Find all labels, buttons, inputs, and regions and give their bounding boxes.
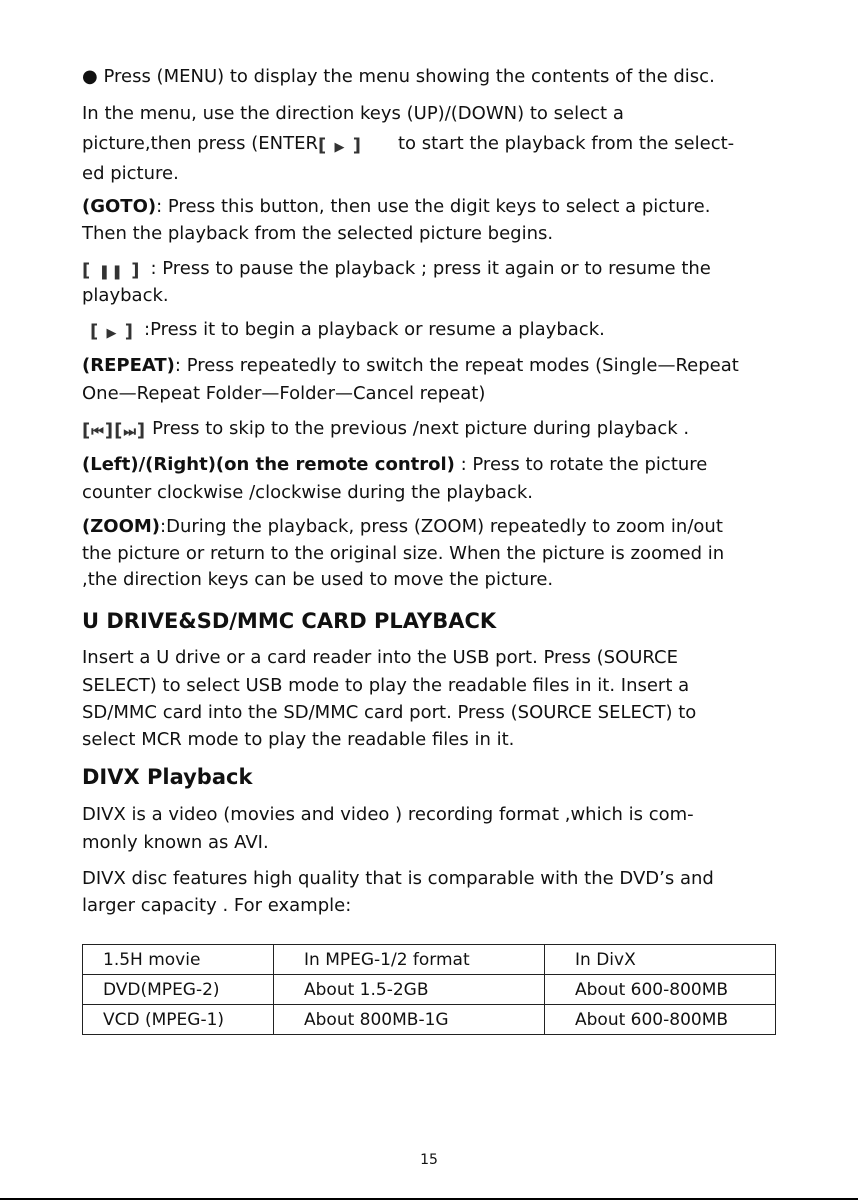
- repeat-line-2: One—Repeat Folder—Folder—Cancel repeat): [82, 383, 486, 404]
- table-cell: 1.5H movie: [83, 945, 274, 975]
- table-cell: About 1.5-2GB: [274, 975, 545, 1005]
- repeat-label: (REPEAT): [82, 355, 175, 376]
- udrive-line-1: Insert a U drive or a card reader into the USB port. Press (SOURCE: [82, 647, 678, 668]
- divx-p1-line-1: DIVX is a video (movies and video ) recording format ,which is com-: [82, 804, 694, 825]
- goto-line-2: Then the playback from the selected picture begins.: [82, 223, 554, 244]
- udrive-heading: U DRIVE&SD/MMC CARD PLAYBACK: [82, 609, 497, 633]
- pause-line-2: playback.: [82, 285, 169, 306]
- previous-track-icon: [⏮]: [82, 420, 115, 441]
- udrive-line-3: SD/MMC card into the SD/MMC card port. Press (SOURCE SELECT) to: [82, 702, 697, 723]
- zoom-line-1: (ZOOM):During the playback, press (ZOOM) repeatedly to zoom in/out: [82, 516, 723, 537]
- comparison-table: [82, 944, 776, 1035]
- menu-instruction-line-3: picture,then press (ENTER[ ▶ ] to start the playback from the select-: [82, 133, 734, 159]
- rotate-label: (Left)/(Right)(on the remote control): [82, 454, 455, 475]
- table-cell: About 600-800MB: [545, 1005, 776, 1035]
- page-number: 15: [420, 1152, 438, 1168]
- divx-heading: DIVX Playback: [82, 765, 253, 789]
- udrive-line-2: SELECT) to select USB mode to play the readable files in it. Insert a: [82, 675, 690, 696]
- skip-line-1: [⏮][⏭] Press to skip to the previous /next picture during playback .: [82, 418, 690, 441]
- rotate-line-1: (Left)/(Right)(on the remote control) : Press to rotate the picture: [82, 454, 708, 475]
- table-cell: About 600-800MB: [545, 975, 776, 1005]
- play-icon: [ ▶ ]: [317, 135, 362, 156]
- table-cell: VCD (MPEG-1): [83, 1005, 274, 1035]
- bottom-rule: [0, 1198, 858, 1200]
- table-cell: In DivX: [545, 945, 776, 975]
- table-cell: DVD(MPEG-2): [83, 975, 274, 1005]
- rotate-line-2: counter clockwise /clockwise during the playback.: [82, 482, 533, 503]
- divx-p1-line-2: monly known as AVI.: [82, 832, 269, 853]
- zoom-label: (ZOOM): [82, 516, 161, 537]
- play-line-1: [ ▶ ] :Press it to begin a playback or resume a playback.: [82, 319, 605, 345]
- table-row: [83, 1005, 776, 1035]
- pause-icon: [ ❚❚ ]: [82, 260, 141, 281]
- table-cell: In MPEG-1/2 format: [274, 945, 545, 975]
- table-cell: About 800MB-1G: [274, 1005, 545, 1035]
- next-track-icon: [⏭]: [114, 420, 147, 441]
- menu-instruction-line-2: In the menu, use the direction keys (UP)/(DOWN) to select a: [82, 103, 624, 124]
- bullet: ●: [82, 66, 98, 87]
- repeat-line-1: (REPEAT): Press repeatedly to switch the repeat modes (Single—Repeat: [82, 355, 739, 376]
- play-icon: [ ▶ ]: [90, 321, 134, 342]
- zoom-line-2: the picture or return to the original size. When the picture is zoomed in: [82, 543, 725, 564]
- table-row: [83, 945, 776, 975]
- divx-p2-line-1: DIVX disc features high quality that is comparable with the DVD’s and: [82, 868, 714, 889]
- goto-label: (GOTO): [82, 196, 157, 217]
- zoom-line-3: ,the direction keys can be used to move the picture.: [82, 569, 554, 590]
- table-row: [83, 975, 776, 1005]
- menu-instruction-line-1: ● Press (MENU) to display the menu showing the contents of the disc.: [82, 66, 715, 87]
- goto-line-1: (GOTO): Press this button, then use the digit keys to select a picture.: [82, 196, 711, 217]
- menu-instruction-line-4: ed picture.: [82, 163, 179, 184]
- divx-p2-line-2: larger capacity . For example:: [82, 895, 352, 916]
- udrive-line-4: select MCR mode to play the readable files in it.: [82, 729, 515, 750]
- pause-line-1: [ ❚❚ ] : Press to pause the playback ; press it again or to resume the: [82, 258, 711, 281]
